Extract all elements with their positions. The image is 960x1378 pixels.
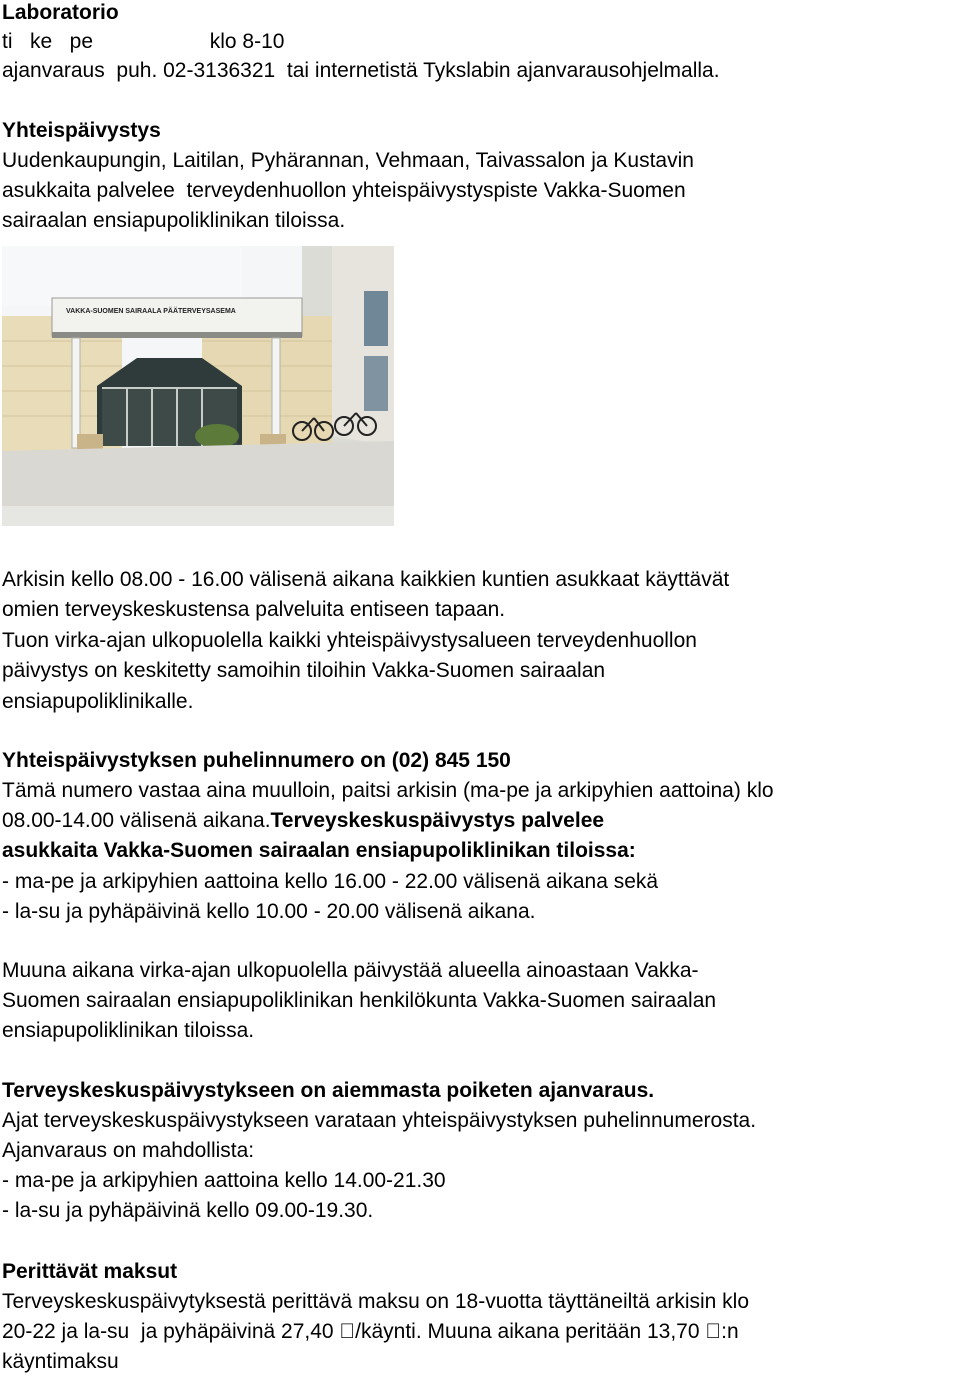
maksut-line: 20-22 ja la-su ja pyhäpäivinä 27,40 /käynti. Muuna aikana peritään 13,70 :n xyxy=(2,1320,719,1343)
puhelin-line: - la-su ja pyhäpäivinä kello 10.00 - 20.00 välisenä aikana. xyxy=(2,900,536,923)
hospital-building-illustration xyxy=(2,246,394,526)
yhteispaivystys-line: asukkaita palvelee terveydenhuollon yhteispäivystyspiste Vakka-Suomen xyxy=(2,179,686,202)
maksut-line: käyntimaksu xyxy=(2,1350,119,1373)
hospital-entrance-photo xyxy=(2,246,394,526)
puhelin-line: - ma-pe ja arkipyhien aattoina kello 16.00 - 22.00 välisenä aikana sekä xyxy=(2,870,659,893)
puhelin-line: Tämä numero vastaa aina muulloin, paitsi arkisin (ma-pe ja arkipyhien aattoina) klo xyxy=(2,779,774,802)
laboratorio-days-line: ti ke pe klo 8-10 xyxy=(2,30,285,53)
muuna-line: Muuna aikana virka-ajan ulkopuolella päivystää alueella ainoastaan Vakka- xyxy=(2,959,699,982)
ajanvaraus-line: Ajanvaraus on mahdollista: xyxy=(2,1139,255,1162)
puhelinnumero-heading: Yhteispäivystyksen puhelinnumero on (02) 845 150 xyxy=(2,749,511,772)
arkisin-line: Arkisin kello 08.00 - 16.00 välisenä aikana kaikkien kuntien asukkaat käyttävät xyxy=(2,568,730,591)
arkisin-line: omien terveyskeskustensa palveluita entiseen tapaan. xyxy=(2,598,506,621)
yhteispaivystys-line: Uudenkaupungin, Laitilan, Pyhärannan, Vehmaan, Taivassalon ja Kustavin xyxy=(2,149,694,172)
maksut-line: Terveyskeskuspäivytyksestä perittävä maksu on 18-vuotta täyttäneiltä arkisin klo xyxy=(2,1290,750,1313)
puhelin-time-text: 08.00-14.00 välisenä aikana. xyxy=(2,809,271,832)
ajanvaraus-line: - la-su ja pyhäpäivinä kello 09.00-19.30. xyxy=(2,1199,374,1222)
arkisin-line: päivystys on keskitetty samoihin tiloihin Vakka-Suomen sairaalan xyxy=(2,659,606,682)
ajanvaraus-line: Ajat terveyskeskuspäivystykseen varataan yhteispäivystyksen puhelinnumerosta. xyxy=(2,1109,757,1132)
terveyskeskuspaivystys-heading-end: asukkaita Vakka-Suomen sairaalan ensiapupoliklinikan tiloissa: xyxy=(2,839,636,862)
ajanvaraus-line: - ma-pe ja arkipyhien aattoina kello 14.00-21.30 xyxy=(2,1169,446,1192)
yhteispaivystys-heading: Yhteispäivystys xyxy=(2,119,161,142)
entrance-sign-text: VAKKA-SUOMEN SAIRAALA PÄÄTERVEYSASEMA xyxy=(66,308,236,315)
terveyskeskuspaivystys-heading-start: Terveyskeskuspäivystys palvelee xyxy=(270,809,605,832)
arkisin-line: ensiapupoliklinikalle. xyxy=(2,690,194,713)
ajanvaraus-heading: Terveyskeskuspäivystykseen on aiemmasta poiketen ajanvaraus. xyxy=(2,1079,655,1102)
laboratorio-booking-line: ajanvaraus puh. 02-3136321 tai internetistä Tykslabin ajanvarausohjelmalla. xyxy=(2,59,720,82)
yhteispaivystys-line: sairaalan ensiapupoliklinikan tiloissa. xyxy=(2,209,346,232)
arkisin-line: Tuon virka-ajan ulkopuolella kaikki yhteispäivystysalueen terveydenhuollon xyxy=(2,629,697,652)
maksut-heading: Perittävät maksut xyxy=(2,1260,178,1283)
puhelin-line xyxy=(2,808,604,834)
muuna-line: Suomen sairaalan ensiapupoliklinikan henkilökunta Vakka-Suomen sairaalan xyxy=(2,989,717,1012)
muuna-line: ensiapupoliklinikan tiloissa. xyxy=(2,1019,255,1042)
laboratorio-heading: Laboratorio xyxy=(2,1,119,24)
